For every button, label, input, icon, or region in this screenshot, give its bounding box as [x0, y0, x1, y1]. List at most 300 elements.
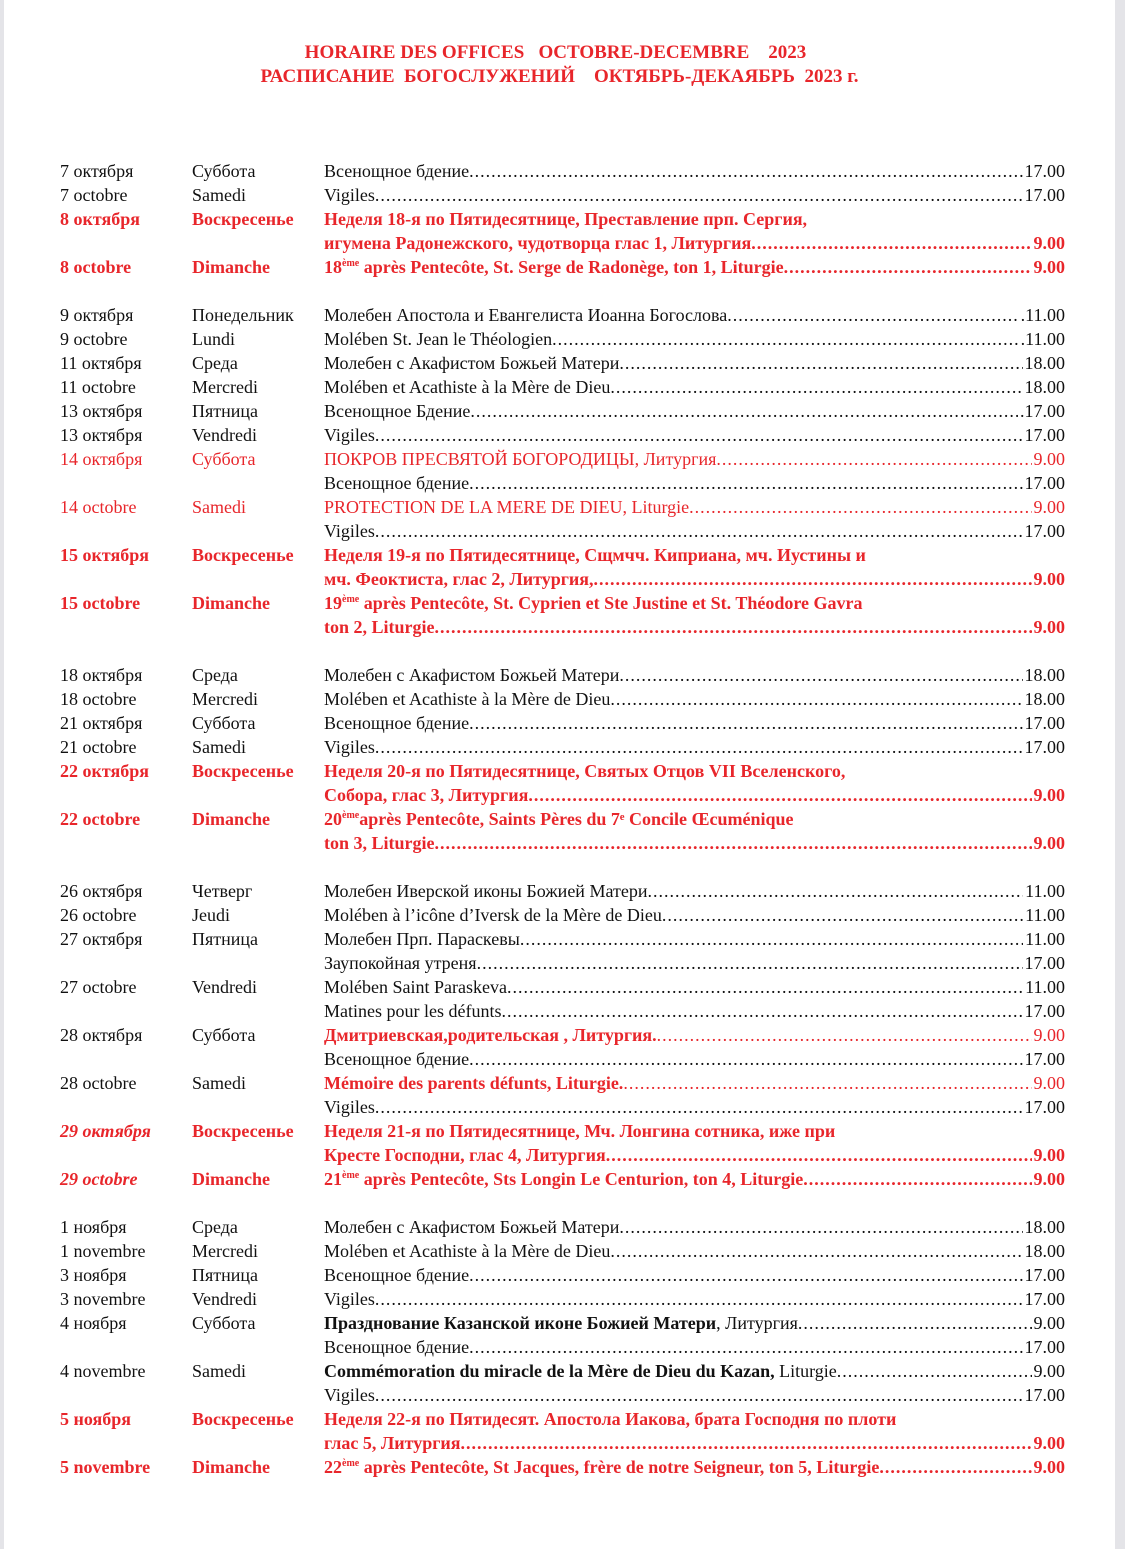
service-title-text: Всенощное бдение — [324, 1049, 470, 1069]
service-title-text: Неделя 20-я по Пятидесятнице, Святых Отцов VII Вселенского, — [324, 761, 846, 781]
service-title-text: Неделя 19-я по Пятидесятнице, Сщмчч. Киприана, мч. Иустины и — [324, 545, 866, 565]
service-time: 17.00 — [1024, 521, 1065, 541]
schedule-row — [4, 951, 1115, 975]
dot-leader — [623, 1071, 1031, 1095]
schedule-row — [4, 399, 1115, 423]
service-time: 17.00 — [1024, 1289, 1065, 1309]
schedule-row — [4, 783, 1115, 807]
service-title — [324, 1383, 375, 1407]
service-time: 17.00 — [1024, 713, 1065, 733]
service-title — [324, 1455, 879, 1479]
dot-leader — [375, 1383, 1023, 1407]
service-date: 9 октября — [60, 305, 134, 325]
service-day: Samedi — [192, 1073, 246, 1093]
dot-leader — [375, 423, 1023, 447]
service-title — [324, 1335, 469, 1359]
service-time: 9.00 — [1033, 233, 1065, 253]
service-day: Vendredi — [192, 977, 257, 997]
service-date: 11 октября — [60, 353, 142, 373]
service-time: 18.00 — [1024, 377, 1065, 397]
service-description — [324, 1431, 1065, 1455]
service-description — [324, 255, 1065, 279]
dot-leader — [477, 951, 1023, 975]
schedule-row — [4, 879, 1115, 903]
service-description — [324, 831, 1065, 855]
dot-leader — [689, 495, 1031, 519]
schedule-row — [4, 567, 1115, 591]
service-time: 9.00 — [1033, 1457, 1065, 1477]
service-time: 17.00 — [1024, 1385, 1065, 1405]
dot-leader — [610, 375, 1022, 399]
dot-leader — [610, 1239, 1022, 1263]
service-time: 11.00 — [1025, 881, 1065, 901]
service-date: 27 октября — [60, 929, 143, 949]
service-title — [324, 159, 469, 183]
service-day: Mercredi — [192, 1241, 258, 1261]
service-time: .17.00 — [1020, 401, 1065, 421]
service-title-text: Кресте Господни, глас 4, Литургия — [324, 1145, 606, 1165]
service-description — [324, 663, 1065, 687]
service-description — [324, 1287, 1065, 1311]
service-title-text: Всенощное бдение — [324, 473, 470, 493]
schedule-row — [4, 543, 1115, 567]
schedule-row — [4, 207, 1115, 231]
service-date: 13 октября — [60, 425, 143, 445]
schedule-row — [4, 423, 1115, 447]
service-day: Суббота — [192, 713, 256, 733]
service-title — [324, 927, 520, 951]
service-time: 17.00 — [1024, 473, 1065, 493]
schedule-row — [4, 495, 1115, 519]
service-title-text: Всенощное бдение — [324, 161, 470, 181]
service-description — [324, 807, 1065, 831]
service-description — [324, 375, 1065, 399]
service-time: 17.00 — [1024, 425, 1065, 445]
service-time: 11.00 — [1025, 929, 1065, 949]
service-time: 9.00 — [1033, 257, 1065, 277]
service-title-text: Дмитриевская,родительская , Литургия. — [324, 1025, 657, 1045]
service-time: 9.00 — [1033, 1433, 1065, 1453]
schedule-row — [4, 255, 1115, 279]
service-day: Воскресенье — [192, 545, 294, 565]
service-day: Суббота — [192, 1313, 256, 1333]
service-date: 22 октября — [60, 761, 149, 781]
dot-leader — [469, 1263, 1022, 1287]
schedule-row — [4, 975, 1115, 999]
service-title-bold: Празднование Казанской иконе Божией Матери — [324, 1313, 717, 1333]
schedule-row — [4, 351, 1115, 375]
schedule-row — [4, 687, 1115, 711]
service-time: .11.00 — [1020, 305, 1065, 325]
service-title — [324, 399, 470, 423]
service-date: 1 ноября — [60, 1217, 127, 1237]
schedule-row — [4, 1287, 1115, 1311]
schedule-row — [4, 1023, 1115, 1047]
service-title — [324, 615, 435, 639]
dot-leader — [469, 1335, 1022, 1359]
schedule-row — [4, 927, 1115, 951]
schedule-row — [4, 735, 1115, 759]
service-title-text: мч. Феоктиста, глас 2, Литургия, — [324, 569, 594, 589]
service-title-text: Молебен Апостола и Евангелиста Иоанна Богослова — [324, 305, 728, 325]
service-title — [324, 1311, 798, 1335]
service-time: 9.00 — [1033, 1361, 1065, 1381]
service-description — [324, 903, 1065, 927]
dot-leader — [619, 663, 1022, 687]
schedule-row — [4, 1095, 1115, 1119]
schedule-row — [4, 615, 1115, 639]
service-title — [324, 1071, 623, 1095]
service-date: 9 octobre — [60, 329, 128, 349]
dot-leader — [647, 879, 1023, 903]
schedule-row — [4, 999, 1115, 1023]
dot-leader — [610, 687, 1022, 711]
service-description — [324, 1407, 1065, 1431]
dot-leader — [619, 351, 1022, 375]
service-time: 9.00 — [1033, 1025, 1065, 1045]
service-title — [324, 663, 619, 687]
service-title — [324, 327, 552, 351]
service-description — [324, 1167, 1065, 1191]
service-description — [324, 783, 1065, 807]
service-time: 17.00 — [1024, 1337, 1065, 1357]
service-day: Lundi — [192, 329, 235, 349]
service-time: 11.00 — [1025, 977, 1065, 997]
service-time: 17.00 — [1024, 1001, 1065, 1021]
schedule-row — [4, 1239, 1115, 1263]
service-date: 5 novembre — [60, 1457, 151, 1477]
service-date: 3 novembre — [60, 1289, 146, 1309]
service-title — [324, 543, 866, 567]
service-time: 11.00 — [1025, 905, 1065, 925]
ordinal-number: 18 — [324, 257, 342, 277]
service-title — [324, 351, 619, 375]
dot-leader — [879, 1455, 1031, 1479]
service-title-text: Molében à l’icône d’Iversk de la Mère de Dieu — [324, 905, 662, 925]
service-date: 14 октября — [60, 449, 143, 469]
service-title — [324, 471, 469, 495]
ordinal-suffix: ème — [342, 258, 360, 269]
service-title-text: Mémoire des parents défunts, Liturgie. — [324, 1073, 624, 1093]
service-description — [324, 1239, 1065, 1263]
dot-leader — [606, 1143, 1032, 1167]
service-title-text: après Pentecôte, St. Cyprien et Ste Justine et St. Théodore Gavra — [359, 593, 863, 613]
dot-leader — [657, 1023, 1032, 1047]
dot-leader — [662, 903, 1023, 927]
service-day: Пятница — [192, 929, 259, 949]
service-title — [324, 1095, 375, 1119]
service-time: 9.00 — [1033, 1169, 1065, 1189]
ordinal-number: 21 — [324, 1169, 342, 1189]
schedule-row — [4, 447, 1115, 471]
ordinal-suffix: ème — [342, 1458, 360, 1469]
service-time: 18.00 — [1024, 353, 1065, 373]
dot-leader — [469, 159, 1022, 183]
service-title — [324, 495, 689, 519]
service-title-text: Vigiles — [324, 1385, 375, 1405]
service-day: Mercredi — [192, 377, 258, 397]
service-date: 22 octobre — [60, 809, 141, 829]
title-russian: РАСПИСАНИЕ БОГОСЛУЖЕНИЙ ОКТЯБРЬ-ДЕКАЯБРЬ 2023 г. — [260, 66, 859, 87]
schedule-row — [4, 519, 1115, 543]
service-title-text: après Pentecôte, St. Serge de Radonège, ton 1, Liturgie — [359, 257, 784, 277]
service-title-text: Заупокойная утреня — [324, 953, 477, 973]
service-day: Среда — [192, 1217, 238, 1237]
service-title-text: Неделя 22-я по Пятидесят. Апостола Иакова, брата Господня по плоти — [324, 1409, 897, 1429]
service-description — [324, 1311, 1065, 1335]
service-description — [324, 1383, 1065, 1407]
service-title — [324, 1047, 469, 1071]
schedule-row — [4, 1383, 1115, 1407]
dot-leader — [435, 831, 1032, 855]
service-title-text: Molében et Acathiste à la Mère de Dieu — [324, 1241, 611, 1261]
service-description — [324, 951, 1065, 975]
schedule-row — [4, 327, 1115, 351]
service-description — [324, 735, 1065, 759]
service-time: 9.00 — [1033, 785, 1065, 805]
service-day: Samedi — [192, 737, 246, 757]
service-time: 17.00 — [1024, 161, 1065, 181]
dot-leader — [375, 1287, 1023, 1311]
dot-leader — [375, 735, 1023, 759]
service-description — [324, 399, 1065, 423]
service-day: Dimanche — [192, 257, 270, 277]
service-description — [324, 1263, 1065, 1287]
service-day: Среда — [192, 665, 238, 685]
service-title — [324, 519, 375, 543]
service-time: .11.00 — [1020, 329, 1065, 349]
service-date: 13 октября — [60, 401, 143, 421]
dot-leader — [784, 255, 1032, 279]
dot-leader — [469, 471, 1022, 495]
service-date: 7 октября — [60, 161, 134, 181]
service-date: 26 octobre — [60, 905, 137, 925]
service-title-text: Molében Saint Paraskeva — [324, 977, 507, 997]
dot-leader — [619, 1215, 1022, 1239]
schedule-list — [4, 159, 1115, 1479]
schedule-row — [4, 903, 1115, 927]
dot-leader — [375, 519, 1023, 543]
schedule-row — [4, 1455, 1115, 1479]
service-title — [324, 1023, 657, 1047]
service-title — [324, 783, 528, 807]
service-title-text: après Pentecôte, Saints Pères du 7ᵉ Concile Œcuménique — [359, 809, 794, 829]
service-description — [324, 519, 1065, 543]
service-time: 9.00 — [1033, 833, 1065, 853]
service-description — [324, 1119, 1065, 1143]
service-description — [324, 1023, 1065, 1047]
service-day: Воскресенье — [192, 209, 294, 229]
service-day: Понедельник — [192, 305, 294, 325]
service-title-text: Molében et Acathiste à la Mère de Dieu — [324, 377, 611, 397]
schedule-row — [4, 231, 1115, 255]
service-description — [324, 879, 1065, 903]
service-title-text: игумена Радонежского, чудотворца глас 1, Литургия — [324, 233, 752, 253]
service-title — [324, 1215, 619, 1239]
ordinal-suffix: ème — [342, 594, 360, 605]
service-time: 18.00 — [1024, 665, 1065, 685]
service-date: 29 октября — [60, 1121, 151, 1141]
service-title-text: Молебен с Акафистом Божьей Матери — [324, 665, 620, 685]
service-date: 4 ноября — [60, 1313, 127, 1333]
service-title — [324, 807, 794, 831]
schedule-row — [4, 1335, 1115, 1359]
service-description — [324, 1071, 1065, 1095]
dot-leader — [727, 303, 1018, 327]
service-description — [324, 1215, 1065, 1239]
service-title-text: Vigiles — [324, 737, 375, 757]
service-day: Jeudi — [192, 905, 230, 925]
dot-leader — [375, 183, 1023, 207]
dot-leader — [803, 1167, 1031, 1191]
service-time: 9.00 — [1033, 617, 1065, 637]
dot-leader — [751, 231, 1031, 255]
service-day: Samedi — [192, 1361, 246, 1381]
service-title-text: Неделя 21-я по Пятидесятнице, Мч. Лонгина сотника, иже при — [324, 1121, 836, 1141]
service-date: 3 ноября — [60, 1265, 127, 1285]
service-title-text: PROTECTION DE LA MERE DE DIEU, Liturgie — [324, 497, 690, 517]
service-date: 21 octobre — [60, 737, 137, 757]
service-title-text: ПОКРОВ ПРЕСВЯТОЙ БОГОРОДИЦЫ, Литургия — [324, 449, 717, 469]
service-day: Samedi — [192, 497, 246, 517]
service-description — [324, 1047, 1065, 1071]
service-day: Пятница — [192, 1265, 259, 1285]
service-title-text: ton 2, Liturgie — [324, 617, 435, 637]
service-title — [324, 711, 469, 735]
schedule-row — [4, 1167, 1115, 1191]
service-title — [324, 1119, 835, 1143]
service-description — [324, 1095, 1065, 1119]
schedule-row — [4, 1311, 1115, 1335]
service-time: 17.00 — [1024, 737, 1065, 757]
service-date: 18 octobre — [60, 689, 137, 709]
service-description — [324, 495, 1065, 519]
dot-leader — [594, 567, 1032, 591]
dot-leader — [469, 1047, 1022, 1071]
schedule-row — [4, 1071, 1115, 1095]
service-date: 7 octobre — [60, 185, 128, 205]
service-description — [324, 1143, 1065, 1167]
dot-leader — [837, 1359, 1032, 1383]
service-date: 11 octobre — [60, 377, 136, 397]
service-date: 15 октября — [60, 545, 149, 565]
service-day: Среда — [192, 353, 238, 373]
service-title — [324, 423, 375, 447]
service-title-text: Неделя 18-я по Пятидесятнице, Преставление прп. Сергия, — [324, 209, 808, 229]
service-date: 28 octobre — [60, 1073, 137, 1093]
service-description — [324, 711, 1065, 735]
service-title-text: Всенощное Бдение — [324, 401, 471, 421]
service-title — [324, 831, 435, 855]
service-title-text: Всенощное бдение — [324, 713, 470, 733]
service-day: Суббота — [192, 161, 256, 181]
service-title-text: , Литургия — [716, 1313, 798, 1333]
dot-leader — [469, 711, 1022, 735]
service-description — [324, 183, 1065, 207]
service-day: Vendredi — [192, 425, 257, 445]
service-time: 9.00 — [1033, 1073, 1065, 1093]
service-time: 18.00 — [1024, 689, 1065, 709]
service-description — [324, 1359, 1065, 1383]
service-description — [324, 327, 1065, 351]
service-description — [324, 999, 1065, 1023]
service-description — [324, 303, 1065, 327]
service-title-text: Vigiles — [324, 1097, 375, 1117]
dot-leader — [552, 327, 1019, 351]
service-time: 18.00 — [1024, 1217, 1065, 1237]
dot-leader — [501, 999, 1022, 1023]
service-description — [324, 759, 1065, 783]
service-title — [324, 1431, 461, 1455]
service-date: 27 octobre — [60, 977, 137, 997]
service-title-text: глас 5, Литургия — [324, 1433, 461, 1453]
service-time: 17.00 — [1024, 1097, 1065, 1117]
service-title-text: ton 3, Liturgie — [324, 833, 435, 853]
service-time: 9.00 — [1033, 569, 1065, 589]
service-day: Dimanche — [192, 809, 270, 829]
schedule-row — [4, 471, 1115, 495]
schedule-row — [4, 759, 1115, 783]
service-day: Суббота — [192, 449, 256, 469]
dot-leader — [528, 783, 1031, 807]
service-date: 14 octobre — [60, 497, 137, 517]
service-description — [324, 543, 1065, 567]
service-day: Четверг — [192, 881, 253, 901]
service-description — [324, 615, 1065, 639]
service-title — [324, 255, 784, 279]
service-title — [324, 975, 507, 999]
service-time: 9.00 — [1033, 1313, 1065, 1333]
service-description — [324, 975, 1065, 999]
document-page — [4, 0, 1115, 1549]
schedule-row — [4, 1431, 1115, 1455]
service-day: Воскресенье — [192, 761, 294, 781]
service-date: 5 ноября — [60, 1409, 132, 1429]
service-date: 18 октября — [60, 665, 143, 685]
service-title — [324, 1287, 375, 1311]
service-date: 29 octobre — [60, 1169, 138, 1189]
service-title-text: Молебен Прп. Параскевы — [324, 929, 520, 949]
service-title — [324, 1143, 606, 1167]
service-time: 17.00 — [1024, 1049, 1065, 1069]
schedule-row — [4, 591, 1115, 615]
service-title — [324, 447, 716, 471]
service-day: Samedi — [192, 185, 246, 205]
service-title — [324, 303, 727, 327]
service-title — [324, 1359, 837, 1383]
service-description — [324, 471, 1065, 495]
schedule-row — [4, 831, 1115, 855]
service-description — [324, 567, 1065, 591]
service-day: Vendredi — [192, 1289, 257, 1309]
service-title-text: Molében et Acathiste à la Mère de Dieu — [324, 689, 611, 709]
service-date: 26 октября — [60, 881, 143, 901]
service-day: Dimanche — [192, 1457, 270, 1477]
service-day: Суббота — [192, 1025, 256, 1045]
schedule-row — [4, 183, 1115, 207]
service-title — [324, 375, 610, 399]
service-date: 8 октября — [60, 209, 140, 229]
service-time: 17.00 — [1024, 953, 1065, 973]
service-description — [324, 351, 1065, 375]
dot-leader — [716, 447, 1031, 471]
dot-leader — [461, 1431, 1032, 1455]
service-title-text: Собора, глас 3, Литургия — [324, 785, 529, 805]
service-description — [324, 207, 1065, 231]
schedule-row — [4, 1143, 1115, 1167]
schedule-row — [4, 1119, 1115, 1143]
schedule-row — [4, 1359, 1115, 1383]
